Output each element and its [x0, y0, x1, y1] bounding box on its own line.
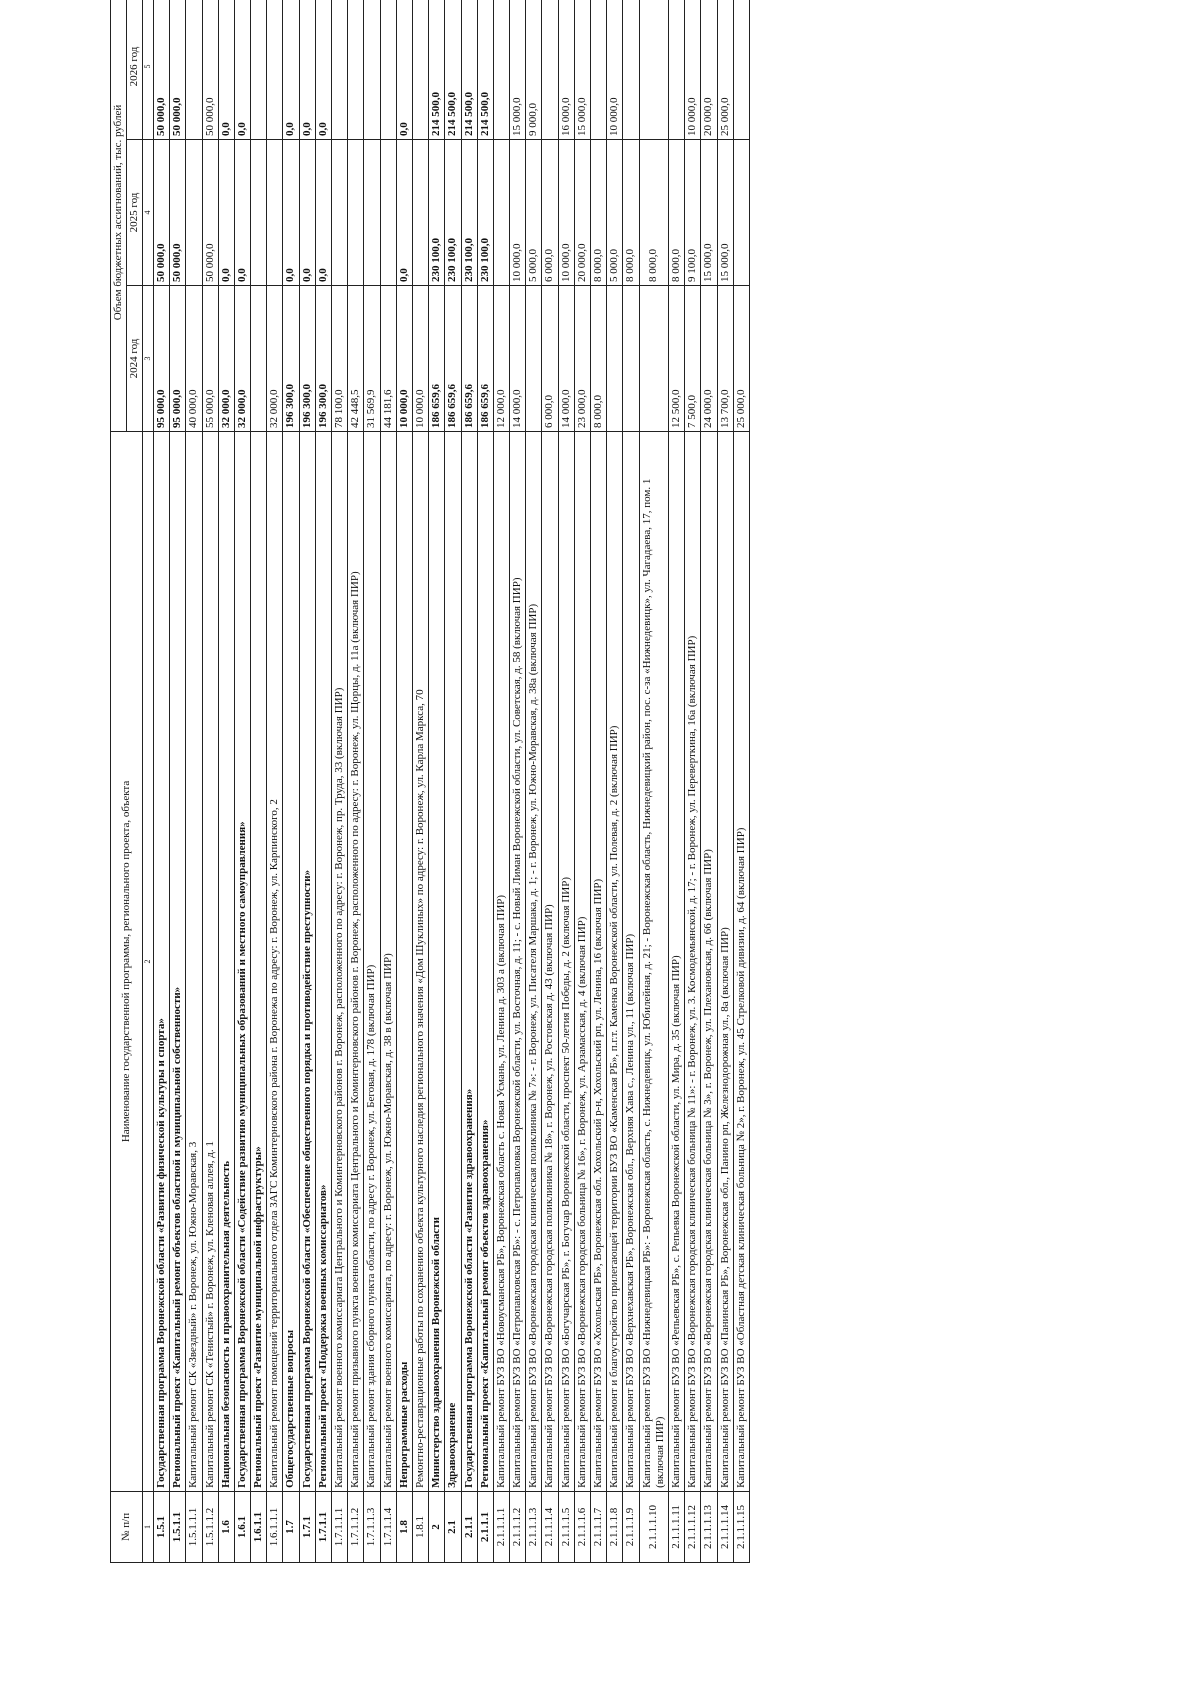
row-value-2025: 15 000,0: [701, 140, 717, 286]
year-2024-header: 2024 год: [127, 286, 143, 432]
row-value-2026: 50 000,0: [170, 0, 186, 140]
name-col-header: Наименование государственной программы, регионального проекта, объекта: [111, 431, 143, 1491]
row-name: Капитальный ремонт военного комиссариата, по адресу: г. Воронеж, ул. Южно-Моравская, д. 38 в (включая ПИР): [380, 431, 396, 1491]
row-value-2025: 8 000,0: [668, 140, 684, 286]
row-value-2024: 44 181,6: [380, 286, 396, 432]
table-row: [461, 0, 477, 1563]
row-value-2026: [332, 0, 348, 140]
row-value-2024: 186 659,6: [445, 286, 461, 432]
row-name: Капитальный ремонт БУЗ ВО «Воронежская городская клиническая поликлиника № 7»: - г. Воронеж, ул. Писателя Маршака, д. 1; - г. Воронеж, ул. Южно-Моравская, д. 38а (включая ПИР): [526, 431, 542, 1491]
row-number: 1.7.1.1.1: [332, 1491, 348, 1562]
row-value-2025: 8 000,0: [639, 140, 668, 286]
table-row: [733, 0, 749, 1563]
table-row: [639, 0, 668, 1563]
row-name: Капитальный ремонт военного комиссариата Центрального и Коминтерновского районов г. Воронеж, расположенного по адресу: г. Воронеж, пр. Труда, 33 (включая ПИР): [332, 431, 348, 1491]
table-row: [668, 0, 684, 1563]
row-number: 1.7.1.1.2: [348, 1491, 364, 1562]
row-value-2024: 14 000,0: [510, 286, 526, 432]
col-index: 4: [143, 140, 154, 286]
table-row: [299, 0, 315, 1563]
table-row: [218, 0, 234, 1563]
row-name: Капитальный ремонт здания сборного пункта области, по адресу г. Воронеж, ул. Беговая, д. 178 (включая ПИР): [364, 431, 380, 1491]
row-value-2025: 0,0: [283, 140, 299, 286]
table-row: [412, 0, 428, 1563]
row-value-2025: 10 000,0: [510, 140, 526, 286]
row-value-2026: [412, 0, 428, 140]
row-number: 1.7.1.1.3: [364, 1491, 380, 1562]
table-row: [429, 0, 445, 1563]
year-2025-header: 2025 год: [127, 140, 143, 286]
row-value-2024: 186 659,6: [429, 286, 445, 432]
row-value-2024: 42 448,5: [348, 286, 364, 432]
row-value-2024: 6 000,0: [542, 286, 558, 432]
row-name: Капитальный ремонт БУЗ ВО «Новоусманская РБ», Воронежская область с. Новая Усмань, ул. Ленина д. 303 а (включая ПИР): [493, 431, 509, 1491]
row-value-2026: 15 000,0: [510, 0, 526, 140]
row-name: Капитальный ремонт БУЗ ВО «Воронежская городская клиническая больница № 11»: - г. Воронеж, ул. 3. Космодемьянской, д. 17; - г. Воронеж, ул. Переверткина, 16а (включая ПИР): [685, 431, 701, 1491]
row-value-2024: 32 000,0: [234, 286, 250, 432]
row-value-2026: [348, 0, 364, 140]
row-value-2024: 12 500,0: [668, 286, 684, 432]
row-value-2026: 16 000,0: [558, 0, 574, 140]
row-name: Капитальный ремонт БУЗ ВО «Воронежская городская клиническая больница № 3», г. Воронеж, ул. Плехановская, д. 66 (включая ПИР): [701, 431, 717, 1491]
row-value-2026: [733, 0, 749, 140]
row-name: Капитальный ремонт БУЗ ВО «Богучарская РБ», г. Богучар Воронежской области, проспект 50-летия Победы, д. 2 (включая ПИР): [558, 431, 574, 1491]
row-value-2025: 9 100,0: [685, 140, 701, 286]
row-name: Ремонтно-реставрационные работы по сохранению объекта культурного наследия регионального значения «Дом Шуклиных» по адресу: г. Воронеж, ул. Карла Маркса, 70: [412, 431, 428, 1491]
table-row: [396, 0, 412, 1563]
row-value-2026: [380, 0, 396, 140]
year-2026-header: 2026 год: [127, 0, 143, 140]
table-row: [380, 0, 396, 1563]
row-value-2024: 23 000,0: [574, 286, 590, 432]
row-value-2024: 12 000,0: [493, 286, 509, 432]
row-value-2024: 196 300,0: [299, 286, 315, 432]
row-value-2026: 25 000,0: [717, 0, 733, 140]
col-index: 2: [143, 431, 154, 1491]
row-name: Региональный проект «Поддержка военных комиссариатов»: [315, 431, 331, 1491]
row-value-2026: 0,0: [234, 0, 250, 140]
row-name: Капитальный ремонт БУЗ ВО «Нижнедевицкая РБ»: - Воронежская область, с. Нижнедевицк, ул. Юбилейная, д. 21; - Воронежская область, Нижнедевицкий район, пос. с-за «Нижнедевицк», ул. Чагадаева, 17, пом. 1 (включая ПИР): [639, 431, 668, 1491]
row-value-2026: [186, 0, 202, 140]
table-row: [251, 0, 267, 1563]
row-value-2026: 214 500,0: [461, 0, 477, 140]
row-number: 1.7.1.1: [315, 1491, 331, 1562]
row-value-2024: 14 000,0: [558, 286, 574, 432]
row-number: 1.6.1.1.1: [267, 1491, 283, 1562]
row-value-2026: [493, 0, 509, 140]
row-value-2025: [380, 140, 396, 286]
row-value-2024: 32 000,0: [267, 286, 283, 432]
row-value-2025: [267, 140, 283, 286]
row-value-2025: 0,0: [315, 140, 331, 286]
row-value-2026: 9 000,0: [526, 0, 542, 140]
row-name: Капитальный ремонт БУЗ ВО «Областная детская клиническая больница № 2», г. Воронеж, ул. 45 Стрелковой дивизии, д. 64 (включая ПИР): [733, 431, 749, 1491]
row-number: 2.1.1.1.9: [623, 1491, 639, 1562]
table-row: [202, 0, 218, 1563]
table-row: [685, 0, 701, 1563]
row-name: Государственная программа Воронежской области «Развитие физической культуры и спорта»: [153, 431, 169, 1491]
table-row: [591, 0, 607, 1563]
row-number: 2: [429, 1491, 445, 1562]
num-col-header: № п/п: [111, 1491, 143, 1562]
row-value-2024: 55 000,0: [202, 286, 218, 432]
row-value-2025: [186, 140, 202, 286]
row-number: 2.1.1.1.7: [591, 1491, 607, 1562]
row-value-2026: [251, 0, 267, 140]
table-row: [526, 0, 542, 1563]
document-page: [110, 0, 1200, 1563]
row-value-2026: 20 000,0: [701, 0, 717, 140]
row-value-2024: [251, 286, 267, 432]
table-row: [332, 0, 348, 1563]
amount-col-header: Объем бюджетных ассигнований, тыс. рублей: [111, 0, 127, 431]
row-value-2024: 10 000,0: [412, 286, 428, 432]
row-value-2024: 32 000,0: [218, 286, 234, 432]
row-value-2025: 10 000,0: [558, 140, 574, 286]
table-row: [493, 0, 509, 1563]
row-value-2024: [526, 286, 542, 432]
row-value-2026: 50 000,0: [153, 0, 169, 140]
row-value-2024: 31 569,9: [364, 286, 380, 432]
row-number: 1.6.1.1: [251, 1491, 267, 1562]
row-value-2025: [733, 140, 749, 286]
row-name: Капитальный ремонт БУЗ ВО «Верхнехавская РБ», Воронежская обл., Верхняя Хава с., Ленина ул., 11 (включая ПИР): [623, 431, 639, 1491]
row-value-2025: 50 000,0: [153, 140, 169, 286]
table-row: [542, 0, 558, 1563]
table-row: [717, 0, 733, 1563]
row-value-2024: 40 000,0: [186, 286, 202, 432]
row-value-2024: 25 000,0: [733, 286, 749, 432]
row-number: 2.1.1.1.4: [542, 1491, 558, 1562]
row-value-2026: [623, 0, 639, 140]
row-name: Министерство здравоохранения Воронежской области: [429, 431, 445, 1491]
row-value-2025: 230 100,0: [477, 140, 493, 286]
row-number: 1.5.1.1.1: [186, 1491, 202, 1562]
row-value-2024: 24 000,0: [701, 286, 717, 432]
col-index: 3: [143, 286, 154, 432]
row-value-2026: 0,0: [283, 0, 299, 140]
table-row: [364, 0, 380, 1563]
table-row: [283, 0, 299, 1563]
table-row: [445, 0, 461, 1563]
row-value-2026: [591, 0, 607, 140]
row-value-2025: [364, 140, 380, 286]
row-name: Капитальный ремонт БУЗ ВО «Хохольская РБ», Воронежская обл. Хохольский р-н, Хохольский рп, ул. Ленина, 16 (включая ПИР): [591, 431, 607, 1491]
row-name: Непрограммные расходы: [396, 431, 412, 1491]
col-index: 1: [143, 1491, 154, 1562]
table-row: [315, 0, 331, 1563]
row-number: 2.1.1.1.12: [685, 1491, 701, 1562]
row-value-2025: [348, 140, 364, 286]
row-name: Общегосударственные вопросы: [283, 431, 299, 1491]
row-number: 2.1.1.1.14: [717, 1491, 733, 1562]
row-number: 2.1.1.1.3: [526, 1491, 542, 1562]
row-value-2025: 0,0: [218, 140, 234, 286]
row-name: Региональный проект «Капитальный ремонт объектов областной и муниципальной собственности»: [170, 431, 186, 1491]
row-name: Капитальный ремонт БУЗ ВО «Воронежская городская поликлиника № 18», г. Воронеж, ул. Ростовская д. 43 (включая ПИР): [542, 431, 558, 1491]
row-value-2024: 13 700,0: [717, 286, 733, 432]
row-value-2026: [267, 0, 283, 140]
row-number: 1.7.1.1.4: [380, 1491, 396, 1562]
row-value-2025: 8 000,0: [591, 140, 607, 286]
row-value-2026: 0,0: [315, 0, 331, 140]
row-name: Капитальный ремонт БУЗ ВО «Репьевская РБ», с. Репьевка Воронежской области, ул. Мира, д. 35 (включая ПИР): [668, 431, 684, 1491]
row-value-2026: 15 000,0: [574, 0, 590, 140]
row-number: 2.1.1: [461, 1491, 477, 1562]
row-number: 2.1.1.1.2: [510, 1491, 526, 1562]
row-value-2026: [542, 0, 558, 140]
table-row: [234, 0, 250, 1563]
row-number: 1.7.1: [299, 1491, 315, 1562]
row-value-2025: 5 000,0: [526, 140, 542, 286]
row-value-2025: 230 100,0: [429, 140, 445, 286]
row-value-2026: 50 000,0: [202, 0, 218, 140]
row-value-2026: [364, 0, 380, 140]
row-value-2024: 10 000,0: [396, 286, 412, 432]
row-value-2024: 186 659,6: [461, 286, 477, 432]
row-value-2025: 8 000,0: [623, 140, 639, 286]
row-number: 1.5.1.1.2: [202, 1491, 218, 1562]
row-value-2026: 0,0: [218, 0, 234, 140]
row-number: 2.1.1.1.1: [493, 1491, 509, 1562]
row-value-2025: 5 000,0: [607, 140, 623, 286]
row-name: Здравоохранение: [445, 431, 461, 1491]
table-body: [153, 0, 749, 1563]
row-number: 2.1.1.1.13: [701, 1491, 717, 1562]
row-number: 1.6.1: [234, 1491, 250, 1562]
row-value-2026: 214 500,0: [445, 0, 461, 140]
row-value-2024: 196 300,0: [315, 286, 331, 432]
row-value-2025: 20 000,0: [574, 140, 590, 286]
row-name: Капитальный ремонт БУЗ ВО «Петропавловская РБ»: - с. Петропавловка Воронежской области, ул. Восточная, д. 11; - с. Новый Лиман Воронежской области, ул. Советская, д. 58 (включая ПИР): [510, 431, 526, 1491]
row-number: 1.7: [283, 1491, 299, 1562]
table-row: [153, 0, 169, 1563]
row-number: 1.8: [396, 1491, 412, 1562]
row-number: 2.1: [445, 1491, 461, 1562]
row-number: 2.1.1.1.8: [607, 1491, 623, 1562]
row-value-2025: 50 000,0: [170, 140, 186, 286]
row-number: 2.1.1.1.5: [558, 1491, 574, 1562]
row-name: Государственная программа Воронежской области «Развитие здравоохранения»: [461, 431, 477, 1491]
row-number: 2.1.1.1.11: [668, 1491, 684, 1562]
row-name: Капитальный ремонт призывного пункта военного комиссариата Центрального и Коминтерновского районов г. Воронеж, расположенного по адресу: г. Воронеж, ул. Щорцы, д. 11а (включая ПИР): [348, 431, 364, 1491]
row-value-2025: 50 000,0: [202, 140, 218, 286]
row-value-2025: [332, 140, 348, 286]
row-value-2026: 0,0: [299, 0, 315, 140]
row-value-2026: 214 500,0: [429, 0, 445, 140]
row-value-2024: 186 659,6: [477, 286, 493, 432]
table-row: [701, 0, 717, 1563]
row-number: 1.8.1: [412, 1491, 428, 1562]
row-value-2025: 0,0: [234, 140, 250, 286]
row-name: Капитальный ремонт БУЗ ВО «Панинская РБ», Воронежская обл., Панино рп, Железнодорожная ул., 8а (включая ПИР): [717, 431, 733, 1491]
row-value-2024: 196 300,0: [283, 286, 299, 432]
table-row: [623, 0, 639, 1563]
row-value-2025: 0,0: [396, 140, 412, 286]
row-value-2026: [639, 0, 668, 140]
table-row: [558, 0, 574, 1563]
row-name: Капитальный ремонт СК «Звездный» г. Воронеж, ул. Южно-Моравская, 3: [186, 431, 202, 1491]
row-value-2024: 78 100,0: [332, 286, 348, 432]
row-value-2024: 95 000,0: [153, 286, 169, 432]
row-value-2024: [623, 286, 639, 432]
table-row: [267, 0, 283, 1563]
row-value-2025: 230 100,0: [461, 140, 477, 286]
row-number: 2.1.1.1: [477, 1491, 493, 1562]
table-row: [607, 0, 623, 1563]
row-number: 1.5.1.1: [170, 1491, 186, 1562]
row-name: Национальная безопасность и правоохранительная деятельность: [218, 431, 234, 1491]
row-value-2025: 0,0: [299, 140, 315, 286]
table-row: [170, 0, 186, 1563]
row-name: Государственная программа Воронежской области «Содействие развитию муниципальных образований и местного самоуправления»: [234, 431, 250, 1491]
col-index: 5: [143, 0, 154, 140]
row-number: 2.1.1.1.6: [574, 1491, 590, 1562]
row-value-2026: 10 000,0: [607, 0, 623, 140]
row-value-2026: 10 000,0: [685, 0, 701, 140]
row-name: Капитальный ремонт помещений территориального отдела ЗАГС Коминтерновского района г. Воронежа по адресу: г. Воронеж, ул. Карпинского, 2: [267, 431, 283, 1491]
row-number: 2.1.1.1.10: [639, 1491, 668, 1562]
row-value-2026: 0,0: [396, 0, 412, 140]
table-row: [510, 0, 526, 1563]
row-value-2024: 8 000,0: [591, 286, 607, 432]
row-value-2024: [607, 286, 623, 432]
row-number: 2.1.1.1.15: [733, 1491, 749, 1562]
row-name: Региональный проект «Капитальный ремонт объектов здравоохранения»: [477, 431, 493, 1491]
row-name: Капитальный ремонт БУЗ ВО «Воронежская городская больница № 16», г. Воронеж, ул. Арзамасская, д. 4 (включая ПИР): [574, 431, 590, 1491]
table-row: [348, 0, 364, 1563]
row-number: 1.5.1: [153, 1491, 169, 1562]
column-index-row: [143, 0, 154, 1563]
row-value-2024: 95 000,0: [170, 286, 186, 432]
table-row: [574, 0, 590, 1563]
row-value-2025: [493, 140, 509, 286]
row-value-2024: 7 500,0: [685, 286, 701, 432]
row-name: Капитальный ремонт и благоустройство прилегающей территории БУЗ ВО «Каменская РБ», п.г.т. Каменка Воронежской области, ул. Полевая, д. 2 (включая ПИР): [607, 431, 623, 1491]
row-value-2025: [251, 140, 267, 286]
row-value-2024: [639, 286, 668, 432]
row-number: 1.6: [218, 1491, 234, 1562]
row-name: Капитальный ремонт СК «Тенистый» г. Воронеж, ул. Кленовая аллея, д. 1: [202, 431, 218, 1491]
budget-table: [110, 0, 750, 1563]
row-value-2026: 214 500,0: [477, 0, 493, 140]
table-row: [477, 0, 493, 1563]
row-name: Государственная программа Воронежской области «Обеспечение общественного порядка и противодействие преступности»: [299, 431, 315, 1491]
row-name: Региональный проект «Развитие муниципальной инфраструктуры»: [251, 431, 267, 1491]
row-value-2025: 6 000,0: [542, 140, 558, 286]
row-value-2025: 15 000,0: [717, 140, 733, 286]
row-value-2026: [668, 0, 684, 140]
row-value-2025: [412, 140, 428, 286]
table-row: [186, 0, 202, 1563]
row-value-2025: 230 100,0: [445, 140, 461, 286]
